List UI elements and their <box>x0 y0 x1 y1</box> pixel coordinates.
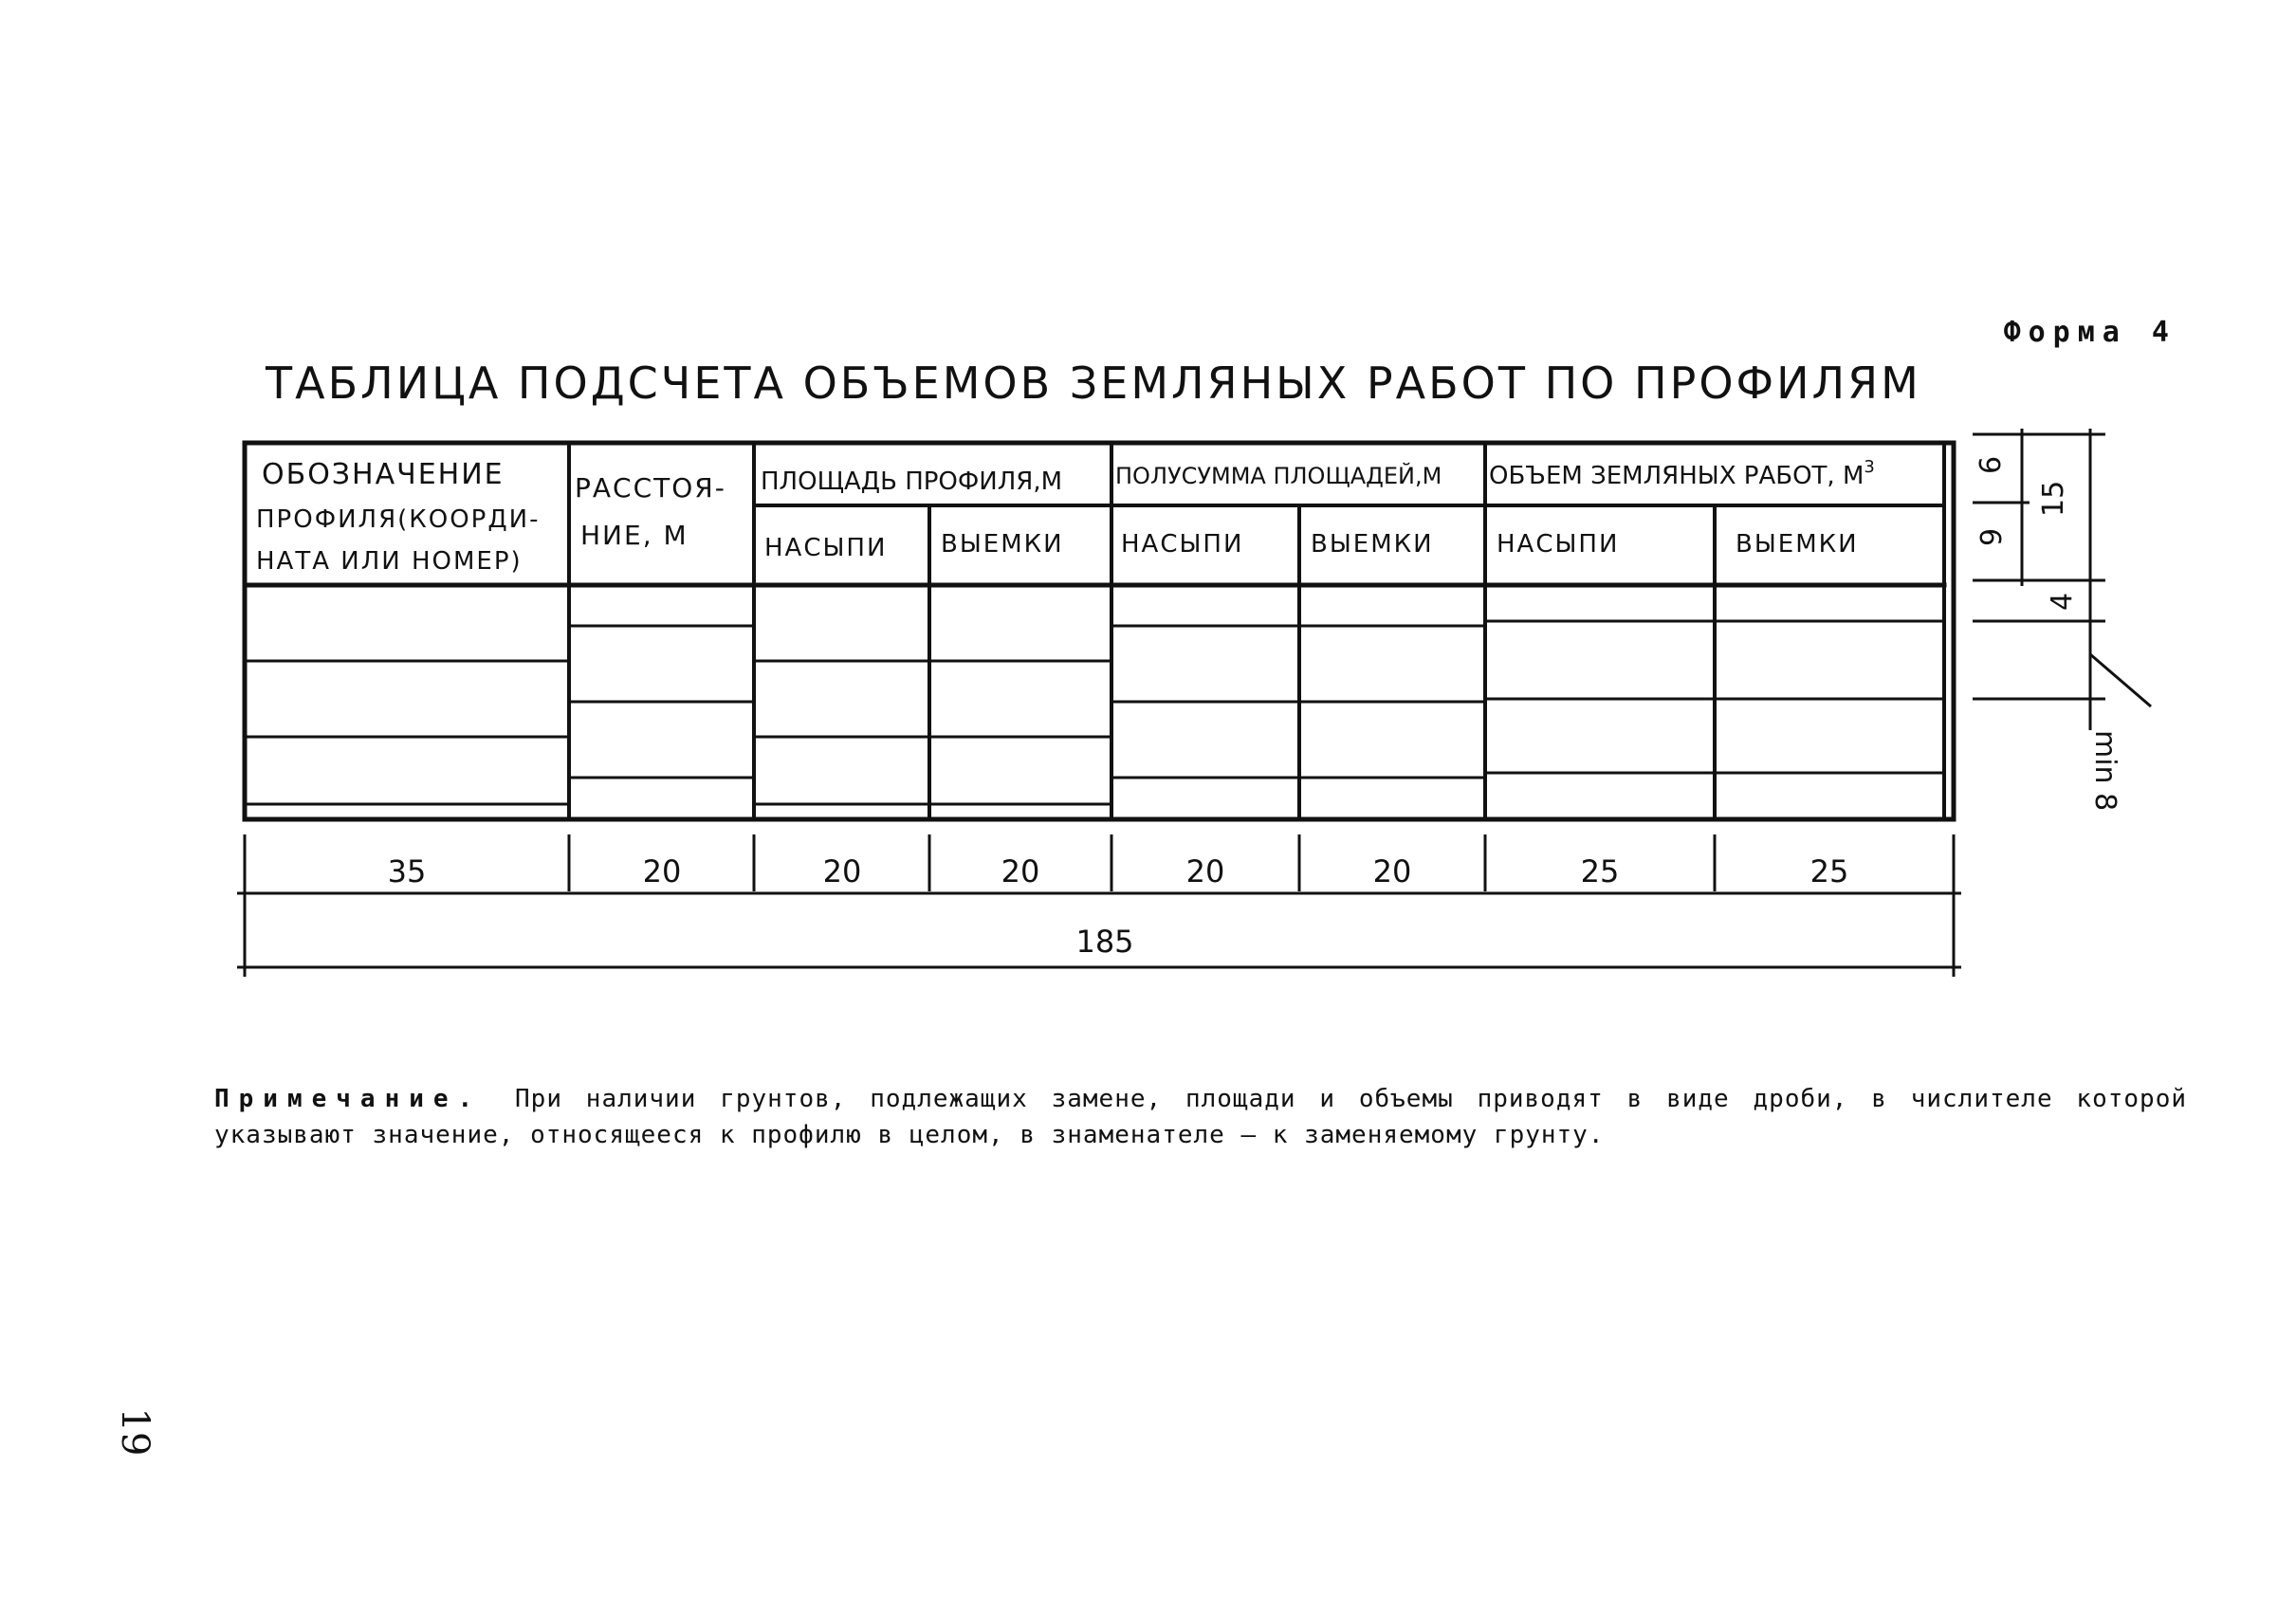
dim-col-6: 20 <box>1372 853 1412 889</box>
header-half-sum-areas: ПОЛУСУММА ПЛОЩАДЕЙ,М <box>1115 463 1442 489</box>
dim-col-5: 20 <box>1185 853 1225 889</box>
note-text: При наличии грунтов, подлежащих замене, площади и объемы приводят в виде дроби, в числителе которой указывают значение, относящееся к профилю в целом, в знаменателе — к заменяемому грунту. <box>214 1085 2187 1149</box>
sub-header-cut: ВЫЕМКИ <box>941 530 1064 559</box>
header-distance-1: РАССТОЯ- <box>575 472 726 504</box>
note <box>214 1081 2187 1153</box>
header-earthwork-volume-label: ОБЪЕМ ЗЕМЛЯНЫХ РАБОТ, М <box>1489 462 1864 490</box>
header-profile-designation-1: ОБОЗНАЧЕНИЕ <box>262 458 505 491</box>
header-profile-designation-2: ПРОФИЛЯ(КООРДИ- <box>256 505 541 534</box>
dim-col-1: 35 <box>387 853 427 889</box>
dim-header-top: 6 <box>1975 455 2008 474</box>
header-distance-2: НИЕ, М <box>580 520 689 551</box>
dim-row-min: min 8 <box>2088 730 2122 812</box>
page-number: 19 <box>113 1407 156 1457</box>
sub-header-fill: НАСЫПИ <box>1121 530 1244 559</box>
dim-total: 185 <box>1075 924 1134 960</box>
header-earthwork-volume <box>1489 457 1875 490</box>
sub-header-fill: НАСЫПИ <box>1497 530 1620 559</box>
header-profile-designation-3: НАТА ИЛИ НОМЕР) <box>256 547 523 576</box>
dim-col-8: 25 <box>1809 853 1849 889</box>
dim-first-row: 4 <box>2046 592 2079 611</box>
note-label: Примечание. <box>214 1085 483 1113</box>
dim-col-4: 20 <box>1001 853 1040 889</box>
form-label: Форма 4 <box>2003 316 2177 349</box>
sub-header-fill: НАСЫПИ <box>764 534 888 562</box>
sub-header-cut: ВЫЕМКИ <box>1736 530 1859 559</box>
dim-header-bottom: 9 <box>1975 527 2009 546</box>
dim-header-total: 15 <box>2037 480 2070 517</box>
table-frame <box>245 443 1954 819</box>
header-profile-area: ПЛОЩАДЬ ПРОФИЛЯ,М <box>761 467 1063 496</box>
dim-col-7: 25 <box>1580 853 1620 889</box>
page-title: ТАБЛИЦА ПОДСЧЕТА ОБЪЕМОВ ЗЕМЛЯНЫХ РАБОТ ПО ПРОФИЛЯМ <box>266 357 1921 409</box>
dim-col-2: 20 <box>642 853 682 889</box>
header-volume-superscript: 3 <box>1864 457 1875 477</box>
dim-col-3: 20 <box>822 853 862 889</box>
sub-header-cut: ВЫЕМКИ <box>1311 530 1434 559</box>
